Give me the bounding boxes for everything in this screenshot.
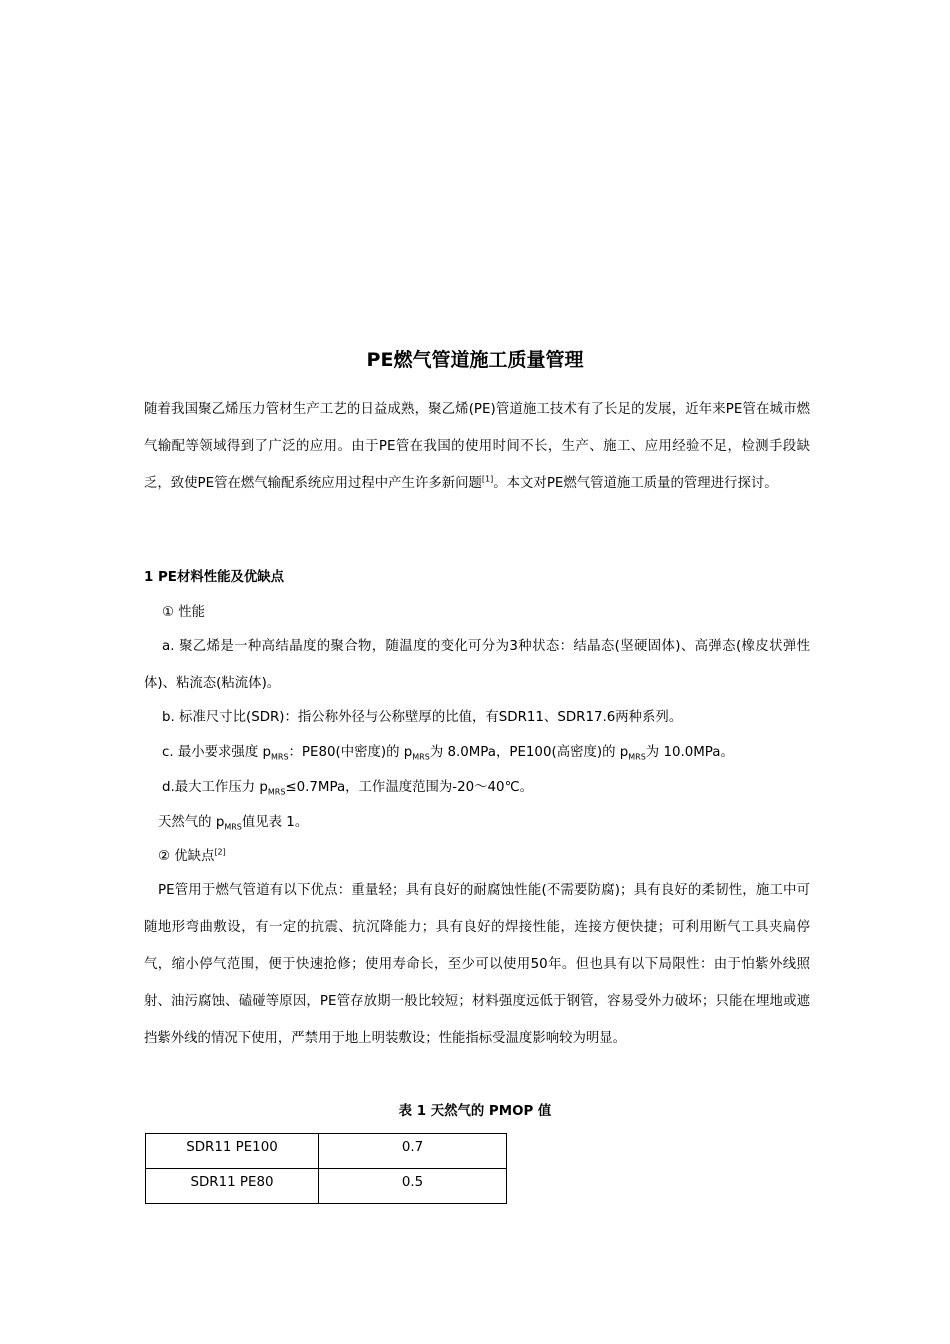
table-row	[146, 1169, 507, 1204]
item-d-sub: MRS	[267, 787, 286, 797]
item-c-sub: MRS	[412, 752, 430, 762]
gas-note-text: 值见表 1。	[241, 815, 309, 830]
item-c-text: 为 8.0MPa，PE100(高密度)的 p	[429, 745, 629, 760]
item-a: a. 聚乙烯是一种高结晶度的聚合物，随温度的变化可分为3种状态：结晶态(坚硬固体)、高弹态(橡皮状弹性体)、粘流态(粘流体)。	[144, 639, 810, 691]
gas-note-text: 天然气的 p	[158, 815, 225, 830]
table-cell-value: 0.5	[319, 1169, 507, 1204]
item-d-text: ≤0.7MPa，工作温度范围为-20～40℃。	[285, 780, 534, 795]
table-cell-value: 0.7	[319, 1134, 507, 1169]
intro-text-1: 随着我国聚乙烯压力管材生产工艺的日益成熟，聚乙烯(PE)管道施工技术有了长足的发展，近年来PE管在城市燃气输配等领域得到了广泛的应用。由于PE管在我国的使用时间不长，生产、施工、应用经验不足，检测手段缺乏，致使PE管在燃气输配系统应用过程中产生许多新问题	[144, 402, 810, 491]
subsection-performance: ① 性能	[162, 605, 206, 620]
table-caption: 表 1 天然气的 PMOP 值	[398, 1104, 552, 1119]
item-c-text: 为 10.0MPa。	[645, 745, 734, 760]
item-c-text: ：PE80(中密度)的 p	[288, 745, 413, 760]
page-title: PE燃气管道施工质量管理	[366, 349, 584, 371]
intro-text-2: 。本文对PE燃气管道施工质量的管理进行探讨。	[493, 476, 778, 491]
section-heading: 1 PE材料性能及优缺点	[144, 570, 285, 585]
table-cell-spec: SDR11 PE100	[146, 1134, 319, 1169]
citation-2: [2]	[214, 847, 226, 857]
pmop-table	[145, 1133, 507, 1204]
subsection-pros-cons	[158, 847, 226, 867]
item-d-text: d.最大工作压力 p	[162, 780, 268, 795]
item-c-sub: MRS	[270, 752, 289, 762]
table-row	[146, 1134, 507, 1169]
item-c-sub: MRS	[628, 752, 646, 762]
item-c	[162, 743, 734, 763]
item-c-text: c. 最小要求强度 p	[162, 745, 271, 760]
citation-1: [1]	[481, 474, 494, 484]
gas-note-sub: MRS	[224, 822, 242, 832]
gas-note	[158, 813, 308, 833]
table-cell-spec: SDR11 PE80	[146, 1169, 319, 1204]
item-d	[162, 778, 533, 798]
item-b: b. 标准尺寸比(SDR)：指公称外径与公称壁厚的比值，有SDR11、SDR17.6两种系列。	[162, 710, 683, 725]
intro-paragraph	[144, 391, 810, 502]
subsection-pros-cons-label: ② 优缺点	[158, 849, 215, 864]
pros-cons-paragraph: PE管用于燃气管道有以下优点：重量轻；具有良好的耐腐蚀性能(不需要防腐)；具有良好的柔韧性，施工中可随地形弯曲敷设，有一定的抗震、抗沉降能力；具有良好的焊接性能，连接方便快捷；可利用断气工具夹扁停气，缩小停气范围，便于快速抢修；使用寿命长，至少可以使用50年。但也具有以下局限性：由于怕紫外线照射、油污腐蚀、磕碰等原因，PE管存放期一般比较短；材料强度远低于钢管，容易受外力破坏；只能在埋地或遮挡紫外线的情况下使用，严禁用于地上明装敷设；性能指标受温度影响较为明显。	[144, 883, 810, 1046]
